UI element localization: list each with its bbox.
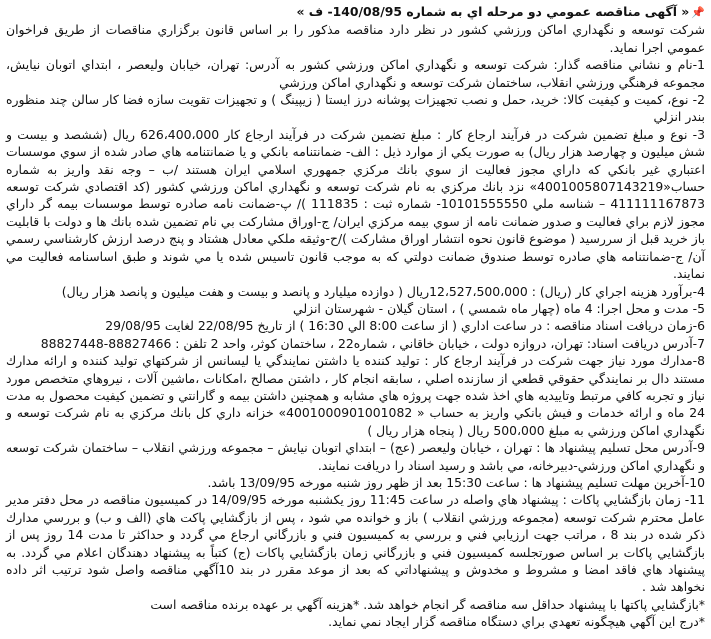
note-opening-and-fee: *بازگشايي پاكتها با پيشنهاد حداقل سه مناقصه گر انجام خواهد شد. *هزينه آگهي بر عهده برنده مناقصه است [150, 596, 705, 612]
clause-3-guarantee: 3- نوع و مبلغ تضمين شركت در فرآيند ارجاع كار : مبلغ تضمين شركت در فرآيند ارجاع كار 626،400،000 ريال (ششصد و بيست و شش ميليون و چهارصد هزار ريال) به صورت يكي از موارد ذيل : الف- ضمانتنامه بانكي و يا ضمانتنامه هاي صادر شده از سوي موسسات اعتباري غير بانكي كه داراي مجوز فعاليت از سوي بانك مركزي جمهوري اسلامي ايران هستند /ب – وجه نقد واريز به شماره حساب«4001005807143219» نزد بانك مركزي به نام شركت توسعه و نگهداري اماكن ورزشي كشور (كد اقتصادي شركت توسعه 411111167873 – شناسه ملي 10101555550- شماره ثبت : 111835 )/ پ-ضمانت نامه صادره توسط موسسات بيمه گر داراي مجوز لازم براي فعاليت و صدور ضمانت نامه از سوي بيمه مركزي ايران/ ج-اوراق مشاركت بي نام تضمين شده بانك ها و دولت با قابليت باز خريد قبل از سررسيد ( موضوع قانون نحوه انتشار اوراق مشاركت )/ح-وثيقه ملكي معادل هشتاد و پنج درصد ارزش كارشناسي رسمي آن/ ج-ضمانتنامه هاي صادره توسط صندوق ضمانت دولتي كه به موجب قانون تاسيس شده يا مي شوند و طبق اساسنامه فعاليت مي نمايند. [6, 126, 706, 282]
pushpin-icon: 📌 [691, 6, 705, 19]
notice-title [6, 3, 705, 21]
note-no-obligation: *درج اين آگهي هيچگونه تعهدي براي دستگاه مناقصه گزار ايجاد نمي نمايد. [328, 614, 705, 630]
clause-9-submission-address: 9-آدرس محل تسليم پيشنهاد ها : تهران ، خيابان وليعصر (عج) – ابتداي اتوبان نيايش – مجموعه ورزشي انقلاب – ساختمان شركت توسعه و نگهداري اماكن ورزشي-دبيرخانه، مي باشد و رسيد اسناد را دريافت نمايند. [6, 440, 705, 473]
clause-1-tender-organizer: 1-نام و نشاني مناقصه گذار: شركت توسعه و نگهداري اماكن ورزشي كشور به آدرس: تهران، خيابان وليعصر ، ابتداي اتوبان نيايش، مجموعه فرهنگي ورزشي انقلاب، ساختمان شركت توسعه و نگهداري اماكن ورزشي [6, 57, 705, 90]
clause-11-opening-time: 11- زمان بازگشايي پاكات : پيشنهاد هاي واصله در ساعت 11:45 روز يكشنبه مورخه 14/09/95 در كميسيون مناقصه در محل دفتر مدير عامل محترم شركت توسعه (مجموعه ورزشي انقلاب ) باز و خوانده مي شود ، پس از بازگشايي پاكت هاي (الف و ب) و بررسي مدارك ذكر شده در بند 8 ، مراتب جهت ارزيابي فني و بررسي به كميسيون فني و بازرگاني ارجاع مي گردد و حداكثر تا مدت 14 روز پس از بازگشايي پاكات بر اساس صورتجلسه كميسيون فني و بازرگاني زمان بازگشايي پاكات (ج) كتباً به پيشنهاد دهندگان اعلام مي گردد. به پيشنهاد هاي فاقد امضا و مشروط و مخدوش و پيشنهاداتي كه بعد از موعد مقرر در بند 10آگهي مناقصه واصل شود ترتيب اثر داده نخواهد شد . [6, 492, 706, 595]
clause-7-document-address: 7-آدرس دريافت اسناد: تهران، دروازه دولت ، خيابان خاقاني ، شماره22 ، ساختمان كوثر، واحد 2 تلفن : 88827466-88827448 [40, 335, 705, 351]
clause-6-document-receipt-time: 6-زمان دريافت اسناد مناقصه : در ساعت اداري ( از ساعت 8:00 الي 16:30 ) از تاريخ 22/08/95 لغايت 29/08/95 [105, 318, 705, 334]
clause-4-cost-estimate: 4-برآورد هزينه اجراي كار (ريال) : 12،527،500،000ريال ( دوازده ميليارد و پانصد و بيست و هفت ميليون و پانصد هزار ريال) [61, 283, 705, 299]
intro-paragraph: شركت توسعه و نگهداري اماكن ورزشي كشور در نظر دارد مناقصه مذكور را بر اساس قانون برگزاري مناقصات از طريق فراخوان عمومي اجرا نمايد. [6, 22, 705, 55]
clause-5-duration-location: 5- مدت و محل اجرا: 4 ماه (چهار ماه شمسي ) ، استان گيلان - شهرستان انزلي [293, 300, 705, 316]
clause-2-goods-description: 2- نوع، كميت و كيفيت كالا: خريد، حمل و نصب تجهيزات پوشانه درز ايستا ( زيپينگ ) و تجهيزات تقويت سازه فضا كار سالن چند منظوره بندر انزلي [6, 92, 705, 125]
clause-8-required-documents: 8-مدارك مورد نياز جهت شركت در فرآيند ارجاع كار : توليد كننده يا داشتن نمايندگي يا ليسانس از شركتهاي توليد كننده و ارائه مدارك مستند دال بر نمايندگي حقوقي قطعي از سازنده اصلي ، سابقه انجام كار ، داشتن مصالح ،امكانات ،ماشين آلات ، نيروهاي متخصص مورد نياز و تجربه كافي مرتبط وتاييديه هاي اخذ شده جهت پروژه هاي مشابه و همچنين داشتن بيمه و گارانتي و تضمين كيفيت محصول به مدت 24 ماه و ارائه خدمات و فيش بانكي واريز به حساب « 4001000901001082» خزانه داري كل بانك مركزي به نام شركت توسعه و نگهداري اماكن ورزشي به مبلغ 500،000 ريال ( پنجاه هزار ريال ) [6, 353, 705, 438]
clause-10-deadline: 10-آخرين مهلت تسليم پيشنهاد ها : ساعت 15:30 بعد از ظهر روز شنبه مورخه 13/09/95 باشد. [207, 474, 705, 490]
notice-title-text: « آگهی مناقصه عمومي دو مرحله اي به شماره 140/08/95- ف » [296, 4, 690, 19]
